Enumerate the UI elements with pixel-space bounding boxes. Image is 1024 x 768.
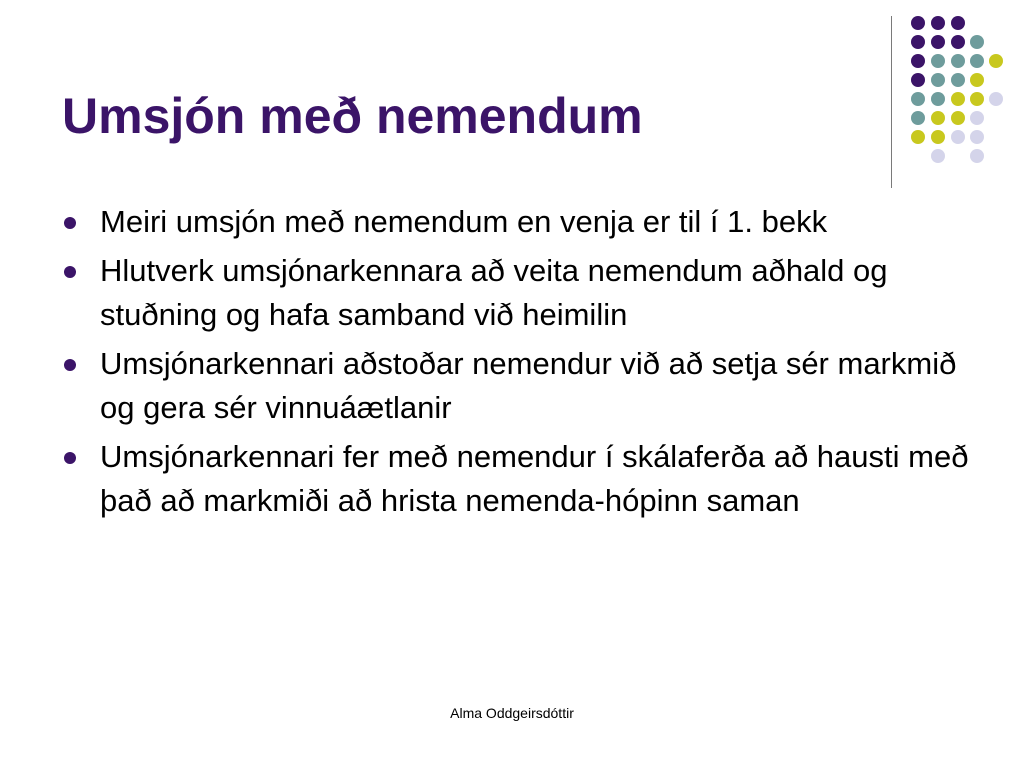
decorative-dot	[951, 92, 965, 106]
decorative-dot	[911, 16, 925, 30]
decorative-dot	[989, 92, 1003, 106]
bullet-marker-icon	[64, 452, 76, 464]
decorative-dot-grid	[0, 0, 1024, 200]
bullet-list	[100, 200, 980, 528]
decorative-dot	[970, 35, 984, 49]
decorative-dot	[931, 73, 945, 87]
decorative-dot	[931, 16, 945, 30]
decorative-dot	[970, 130, 984, 144]
bullet-item	[100, 342, 980, 430]
decorative-dot	[911, 54, 925, 68]
decorative-dot	[951, 35, 965, 49]
decorative-dot	[931, 149, 945, 163]
decorative-dot	[970, 149, 984, 163]
bullet-text: Hlutverk umsjónarkennara að veita nemendum aðhald og stuðning og hafa samband við heimilin	[100, 253, 888, 332]
decorative-dot	[989, 54, 1003, 68]
bullet-marker-icon	[64, 266, 76, 278]
decorative-dot	[951, 73, 965, 87]
footer-author: Alma Oddgeirsdóttir	[450, 705, 574, 721]
decorative-dot	[951, 130, 965, 144]
decorative-dot	[931, 111, 945, 125]
decorative-dot	[951, 54, 965, 68]
bullet-item	[100, 435, 980, 523]
decorative-dot	[970, 92, 984, 106]
bullet-item	[100, 200, 980, 244]
decorative-dot	[970, 73, 984, 87]
decorative-dot	[970, 54, 984, 68]
slide-title: Umsjón með nemendum	[62, 88, 643, 144]
decorative-dot	[931, 92, 945, 106]
decorative-dot	[931, 35, 945, 49]
decorative-dot	[911, 92, 925, 106]
decorative-dot	[970, 111, 984, 125]
bullet-text: Umsjónarkennari aðstoðar nemendur við að setja sér markmið og gera sér vinnuáætlanir	[100, 346, 957, 425]
decorative-dot	[911, 35, 925, 49]
bullet-item	[100, 249, 980, 337]
decorative-dot	[911, 111, 925, 125]
decorative-dot	[911, 130, 925, 144]
decorative-dot	[931, 130, 945, 144]
bullet-marker-icon	[64, 217, 76, 229]
bullet-marker-icon	[64, 359, 76, 371]
decorative-dot	[911, 73, 925, 87]
bullet-text: Meiri umsjón með nemendum en venja er til í 1. bekk	[100, 204, 828, 239]
decorative-dot	[951, 16, 965, 30]
bullet-text: Umsjónarkennari fer með nemendur í skálaferða að hausti með það að markmiði að hrista nemenda-hópinn saman	[100, 439, 969, 518]
decorative-dot	[931, 54, 945, 68]
decorative-dot	[951, 111, 965, 125]
